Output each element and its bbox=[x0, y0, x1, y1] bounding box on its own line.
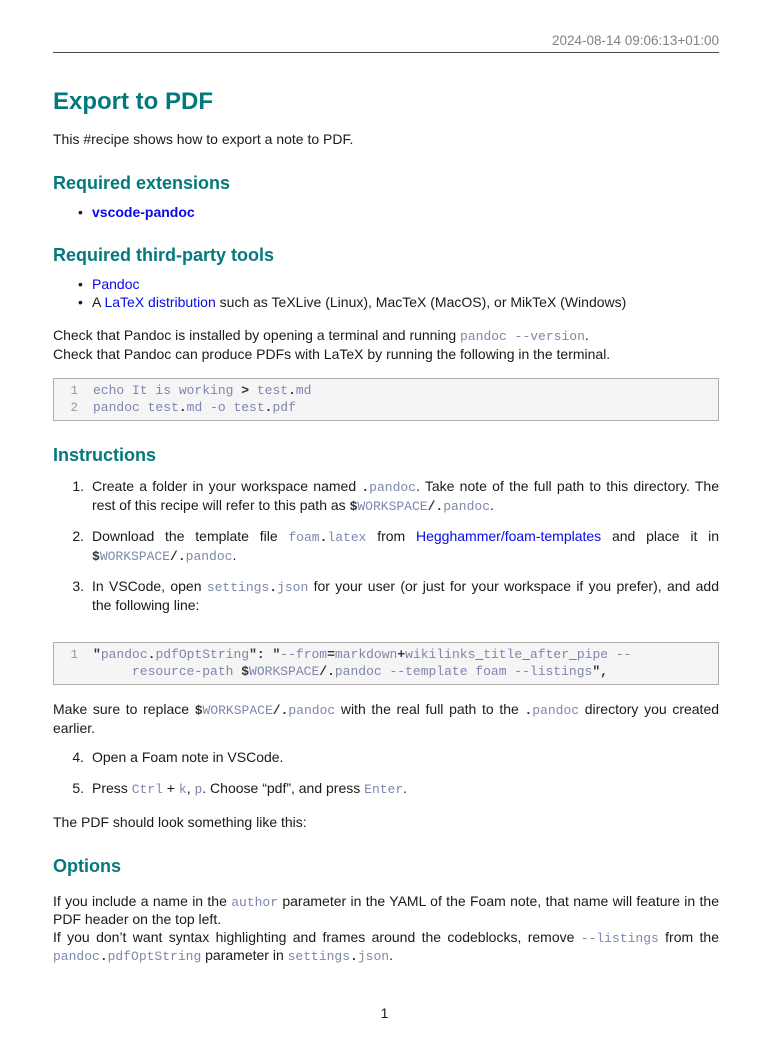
code-run: _ bbox=[475, 647, 484, 662]
code-run: . bbox=[178, 399, 187, 415]
inline-code bbox=[288, 949, 389, 964]
code-block bbox=[53, 378, 719, 421]
numbered-item bbox=[53, 528, 719, 565]
text-run: Download the template file bbox=[92, 528, 289, 544]
code-run: Ctrl bbox=[131, 781, 163, 797]
text-run: This #recipe shows how to export a note to PDF. bbox=[53, 131, 354, 147]
code-run: latex bbox=[327, 530, 367, 545]
paragraph bbox=[53, 327, 719, 363]
code-run: /. bbox=[319, 663, 335, 679]
bullet-list bbox=[53, 204, 719, 222]
code-run: resource-path bbox=[93, 663, 242, 679]
text-run: Check that Pandoc can produce PDFs with LaTeX by running the following in the terminal. bbox=[53, 345, 611, 362]
code-run: markdown bbox=[334, 647, 398, 662]
header-timestamp: 2024-08-14 09:06:13+01:00 bbox=[551, 33, 719, 48]
code-run: . bbox=[350, 949, 358, 964]
inline-code bbox=[361, 480, 416, 495]
section-heading: Instructions bbox=[53, 445, 157, 465]
inline-code bbox=[581, 931, 659, 946]
code-run: /. bbox=[272, 703, 289, 718]
code-run: $ bbox=[92, 548, 100, 564]
text-run: . bbox=[403, 779, 408, 796]
code-run: pandoc bbox=[443, 498, 491, 514]
code-text bbox=[93, 383, 311, 400]
code-run: $ bbox=[349, 498, 358, 514]
code-run: foam bbox=[288, 530, 320, 545]
code-run: Enter bbox=[364, 781, 404, 797]
line-number: 1 bbox=[70, 648, 78, 662]
code-run: _ bbox=[569, 647, 577, 662]
code-run: pandoc bbox=[532, 703, 580, 718]
line-number: 1 bbox=[70, 384, 78, 398]
code-run: pandoc bbox=[369, 480, 416, 495]
text-run: parameter in bbox=[201, 947, 288, 963]
code-run: author bbox=[231, 894, 279, 910]
list-item bbox=[92, 294, 719, 312]
code-run: WORKSPACE bbox=[249, 663, 320, 679]
section-heading: Required third-party tools bbox=[53, 245, 275, 265]
code-run: _ bbox=[522, 647, 531, 662]
code-run: pandoc bbox=[288, 703, 336, 718]
code-run: . bbox=[319, 530, 328, 545]
section-heading: Options bbox=[53, 855, 121, 876]
code-run: pandoc bbox=[53, 949, 100, 964]
code-run: + bbox=[397, 647, 406, 662]
line-number: 2 bbox=[70, 400, 78, 415]
code-line bbox=[64, 383, 708, 400]
text-run: from bbox=[366, 528, 416, 544]
inline-code bbox=[207, 580, 308, 595]
code-run: pandoc --template foam --listings bbox=[334, 663, 593, 679]
item-text bbox=[92, 478, 719, 515]
list-item bbox=[92, 204, 719, 222]
code-run: pdfOptString bbox=[107, 949, 202, 964]
text-run: , bbox=[186, 779, 195, 796]
code-line bbox=[64, 664, 708, 681]
text-run: . bbox=[584, 327, 589, 343]
code-run: after bbox=[530, 647, 570, 662]
code-run: pdfOptString bbox=[155, 647, 250, 662]
code-run: pandoc test bbox=[93, 399, 179, 415]
text-run: Check that Pandoc is installed by opening a terminal and running bbox=[53, 327, 461, 343]
item-number: 1. bbox=[72, 478, 84, 494]
inline-code bbox=[53, 949, 201, 964]
code-run: " bbox=[272, 647, 281, 662]
inline-code bbox=[195, 703, 335, 718]
code-run: ": bbox=[249, 647, 265, 662]
code-run: /. bbox=[427, 498, 444, 514]
item-number: 5. bbox=[72, 779, 84, 796]
text-run: Make sure to replace bbox=[53, 701, 195, 717]
item-number: 3. bbox=[72, 578, 84, 594]
code-text bbox=[93, 400, 296, 417]
code-run: . bbox=[147, 647, 156, 662]
hyperlink[interactable]: LaTeX distribution bbox=[104, 293, 216, 310]
item-number: 2. bbox=[72, 528, 84, 544]
code-run: settings bbox=[206, 580, 270, 595]
code-block bbox=[53, 642, 719, 685]
page-footer bbox=[0, 1005, 769, 1021]
text-run: from the bbox=[658, 928, 719, 945]
text-run: for your user (or just for your workspace if you prefer), and add the following line: bbox=[92, 578, 719, 613]
numbered-list bbox=[53, 749, 719, 798]
code-run: pandoc bbox=[100, 647, 148, 662]
text-run: If you don’t want syntax highlighting and frames around the codeblocks, remove bbox=[53, 928, 581, 945]
hyperlink[interactable]: vscode-pandoc bbox=[92, 203, 195, 220]
text-run: and place it in bbox=[601, 528, 719, 544]
text-run: directory you created earlier. bbox=[53, 701, 720, 736]
code-run: pdf bbox=[272, 399, 296, 415]
code-run: test bbox=[249, 383, 289, 398]
code-line bbox=[64, 400, 708, 417]
code-run: /. bbox=[170, 548, 186, 564]
numbered-item bbox=[53, 749, 719, 767]
code-run: . bbox=[361, 480, 370, 495]
paragraph bbox=[53, 701, 719, 737]
code-run: . bbox=[269, 580, 278, 595]
code-run: --listings bbox=[580, 930, 659, 946]
code-run: p bbox=[194, 781, 203, 797]
code-run: WORKSPACE bbox=[99, 548, 171, 564]
page-number: 1 bbox=[380, 1005, 389, 1021]
code-run: ", bbox=[592, 663, 608, 679]
text-run: with the real full path to the bbox=[335, 701, 525, 717]
text-run: such as TeXLive (Linux), MacTeX (MacOS), or MikTeX (Windows) bbox=[215, 293, 627, 310]
numbered-list bbox=[53, 478, 719, 614]
code-run: --from bbox=[280, 647, 328, 662]
code-run: settings bbox=[287, 949, 351, 964]
item-text bbox=[92, 780, 719, 799]
code-run: $ bbox=[241, 663, 250, 679]
code-run: json bbox=[277, 580, 309, 595]
item-number: 4. bbox=[72, 749, 84, 765]
numbered-item bbox=[53, 578, 719, 614]
code-run: wikilinks bbox=[405, 647, 476, 662]
text-run: . Take note of the full path to this directory. The rest of this recipe will refer to this path as bbox=[92, 478, 719, 513]
section-heading: Required extensions bbox=[53, 172, 231, 193]
code-run: json bbox=[357, 949, 390, 964]
text-run: A bbox=[92, 293, 105, 310]
item-text bbox=[92, 528, 719, 565]
hyperlink[interactable]: Hegghammer/foam-templates bbox=[416, 528, 602, 544]
inline-code bbox=[288, 530, 366, 545]
paragraph bbox=[53, 893, 719, 966]
code-run: md -o test bbox=[186, 399, 265, 415]
code-text bbox=[93, 647, 631, 664]
inline-code bbox=[460, 329, 585, 344]
inline-code bbox=[92, 549, 170, 564]
code-run: echo It is working bbox=[93, 383, 242, 398]
text-run: . bbox=[232, 546, 237, 563]
code-run: " bbox=[93, 647, 101, 662]
code-text bbox=[93, 664, 608, 681]
code-run: title bbox=[483, 647, 523, 662]
text-run: The PDF should look something like this: bbox=[53, 814, 307, 830]
code-run: . bbox=[288, 383, 296, 398]
inline-code bbox=[179, 782, 187, 797]
inline-code bbox=[132, 782, 163, 797]
text-run: + bbox=[162, 779, 179, 796]
hyperlink[interactable]: Pandoc bbox=[92, 276, 140, 292]
text-run: Open a Foam note in VSCode. bbox=[92, 749, 284, 765]
paragraph bbox=[53, 814, 719, 832]
code-run: . bbox=[99, 949, 108, 964]
page-header bbox=[53, 0, 719, 53]
inline-code bbox=[231, 895, 278, 910]
code-run: pandoc --version bbox=[460, 329, 585, 344]
code-run: pipe -- bbox=[576, 647, 632, 662]
inline-code bbox=[364, 782, 403, 797]
bullet-list bbox=[53, 276, 719, 311]
numbered-item bbox=[53, 478, 719, 515]
text-run: Press bbox=[92, 779, 132, 796]
text-run: If you include a name in the bbox=[53, 892, 232, 909]
text-run: . bbox=[389, 947, 393, 963]
code-run: pandoc bbox=[185, 548, 233, 564]
code-run: WORKSPACE bbox=[357, 498, 428, 514]
code-run: WORKSPACE bbox=[202, 703, 273, 718]
text-run: parameter in the YAML of the Foam note, that name will feature in the PDF header on the top left. bbox=[53, 892, 719, 927]
inline-code bbox=[170, 549, 232, 564]
item-text bbox=[92, 749, 719, 767]
text-run: . Choose “pdf”, and press bbox=[202, 779, 365, 796]
inline-code bbox=[350, 499, 490, 514]
numbered-item bbox=[53, 780, 719, 799]
code-run: . bbox=[524, 703, 533, 718]
page-title: Export to PDF bbox=[53, 88, 213, 115]
inline-code bbox=[524, 703, 579, 718]
text-run: In VSCode, open bbox=[92, 578, 207, 594]
list-item bbox=[92, 276, 719, 294]
code-run: = bbox=[327, 647, 335, 662]
code-run: k bbox=[178, 781, 187, 797]
item-text bbox=[92, 578, 719, 614]
code-run: md bbox=[295, 383, 312, 398]
code-run: > bbox=[241, 383, 250, 398]
text-run: . bbox=[490, 496, 494, 513]
code-run: $ bbox=[194, 703, 203, 718]
code-run: . bbox=[264, 399, 273, 415]
line-number bbox=[64, 664, 78, 681]
document-body bbox=[53, 89, 719, 966]
code-line bbox=[64, 647, 708, 664]
text-run: Create a folder in your workspace named bbox=[92, 478, 362, 494]
paragraph bbox=[53, 131, 719, 149]
